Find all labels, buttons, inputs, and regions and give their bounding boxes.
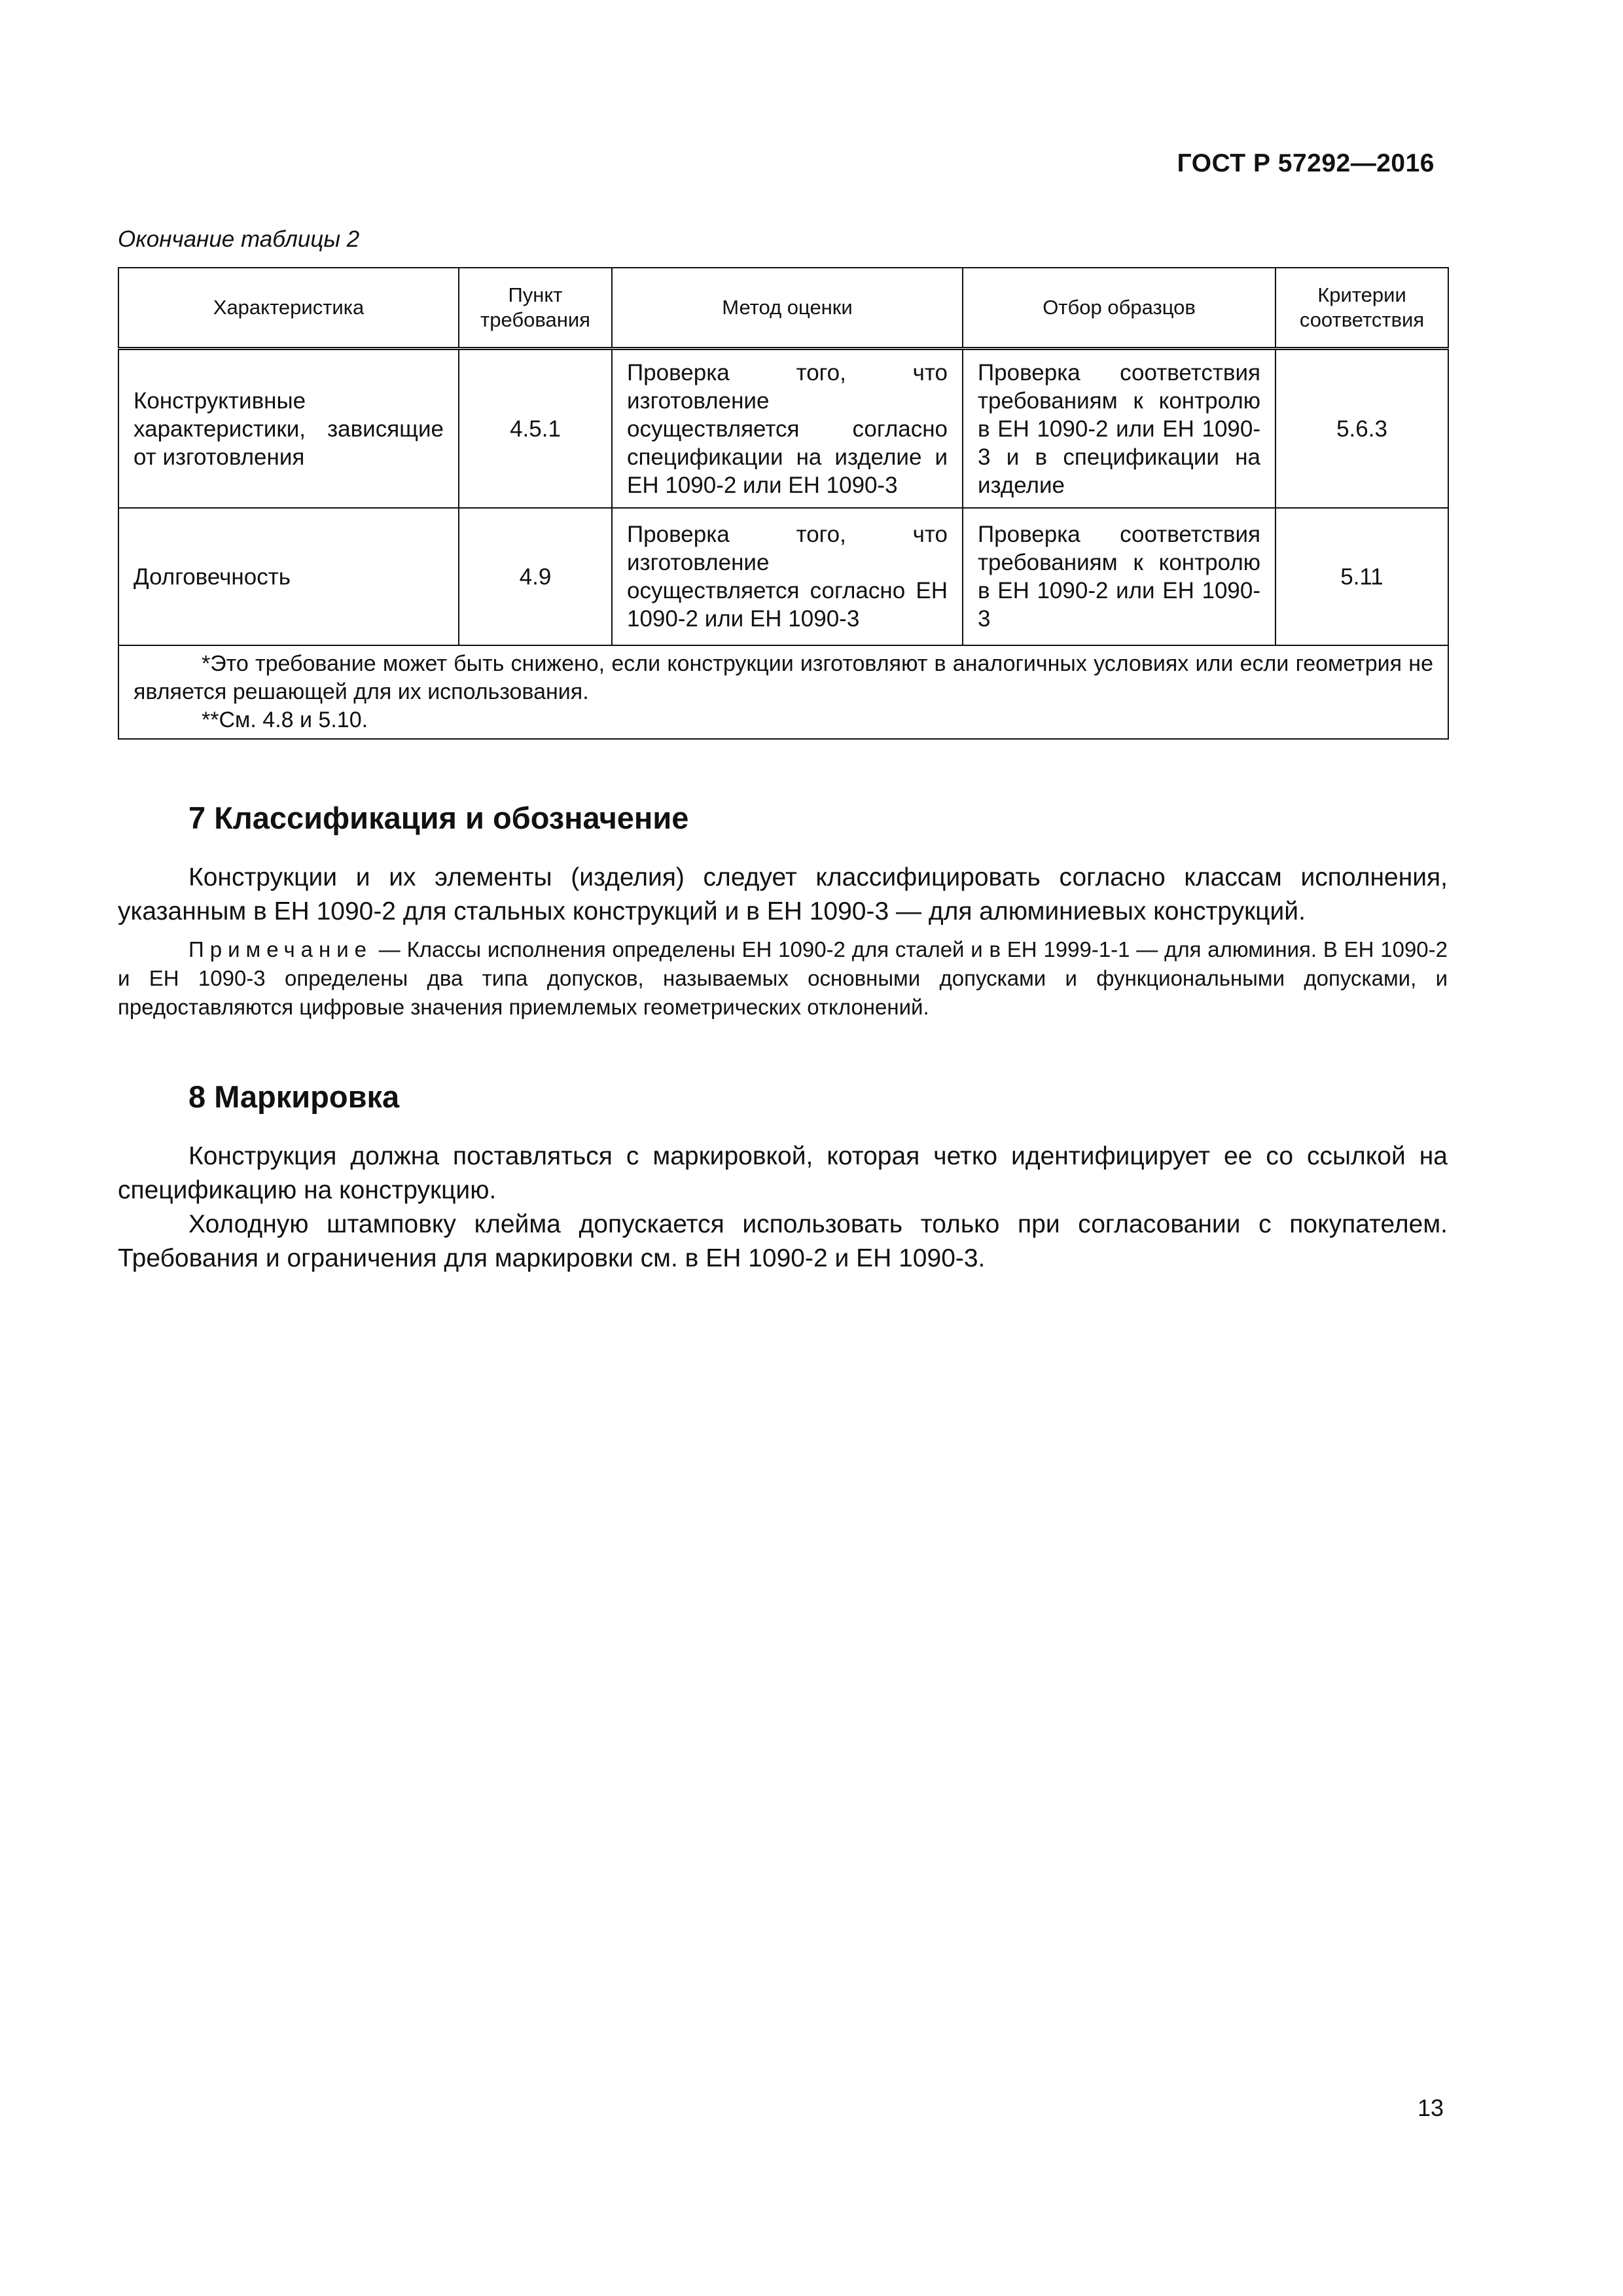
table-row xyxy=(118,508,1448,645)
section-8-heading: 8 Маркировка xyxy=(188,1079,400,1114)
cell-method: Проверка того, что изготовление осуществляется согласно спецификации на изделие и ЕН 1090-2 или ЕН 1090-3 xyxy=(612,349,963,509)
column-header-criteria: Критерии соответствия xyxy=(1275,268,1448,349)
column-header-clause: Пункт требования xyxy=(459,268,612,349)
cell-characteristic: Долговечность xyxy=(118,508,459,645)
table-footnotes xyxy=(118,645,1448,739)
cell-method: Проверка того, что изготовление осуществляется согласно ЕН 1090-2 или ЕН 1090-3 xyxy=(612,508,963,645)
cell-sampling: Проверка соответствия требованиям к контролю в ЕН 1090-2 или ЕН 1090-3 xyxy=(963,508,1275,645)
table-footnotes-row xyxy=(118,645,1448,739)
cell-characteristic: Конструктивные характеристики, зависящие от изготовления xyxy=(118,349,459,509)
footnote: **См. 4.8 и 5.10. xyxy=(202,708,368,732)
column-header-method: Метод оценки xyxy=(612,268,963,349)
section-8-paragraph: Конструкция должна поставляться с маркировкой, которая четко идентифицирует ее со ссылкой на спецификацию на конструкцию. xyxy=(118,1142,1448,1204)
page-number: 13 xyxy=(1417,2094,1444,2121)
cell-criteria: 5.11 xyxy=(1275,508,1448,645)
column-header-sampling: Отбор образцов xyxy=(963,268,1275,349)
column-header-characteristic: Характеристика xyxy=(118,268,459,349)
cell-clause: 4.5.1 xyxy=(459,349,612,509)
cell-criteria: 5.6.3 xyxy=(1275,349,1448,509)
section-8-paragraph: Холодную штамповку клейма допускается использовать только при согласовании с покупателем. Требования и ограничения для маркировки см. в ЕН 1090-2 и ЕН 1090-3. xyxy=(118,1210,1448,1272)
section-7-heading: 7 Классификация и обозначение xyxy=(188,800,689,835)
note-label: Примечание xyxy=(188,937,373,961)
requirements-table xyxy=(118,267,1449,740)
table-row xyxy=(118,349,1448,509)
cell-clause: 4.9 xyxy=(459,508,612,645)
section-7-paragraph: Конструкции и их элементы (изделия) следует классифицировать согласно классам исполнения, указанным в ЕН 1090-2 для стальных конструкций и в ЕН 1090-3 — для алюминиевых конструкций. xyxy=(118,863,1448,925)
table-caption: Окончание таблицы 2 xyxy=(118,226,360,252)
document-code: ГОСТ Р 57292—2016 xyxy=(1177,149,1435,177)
section-7-note xyxy=(118,935,1448,1022)
footnote: *Это требование может быть снижено, если конструкции изготовляют в аналогичных условиях или если геометрия не является решающей для их использования. xyxy=(134,651,1433,704)
cell-sampling: Проверка соответствия требованиям к контролю в ЕН 1090-2 или ЕН 1090-3 и в спецификации на изделие xyxy=(963,349,1275,509)
section-8 xyxy=(118,1079,1448,1276)
section-7 xyxy=(118,800,1448,1022)
table-header-row xyxy=(118,268,1448,349)
note-text: — Классы исполнения определены ЕН 1090-2 для сталей и в ЕН 1999-1-1 — для алюминия. В ЕН 1090-2 и ЕН 1090-3 определены два типа допусков, называемых основными допусками и функциональными допусками, и предоставляются цифровые значения приемлемых геометрических отклонений. xyxy=(118,937,1448,1019)
